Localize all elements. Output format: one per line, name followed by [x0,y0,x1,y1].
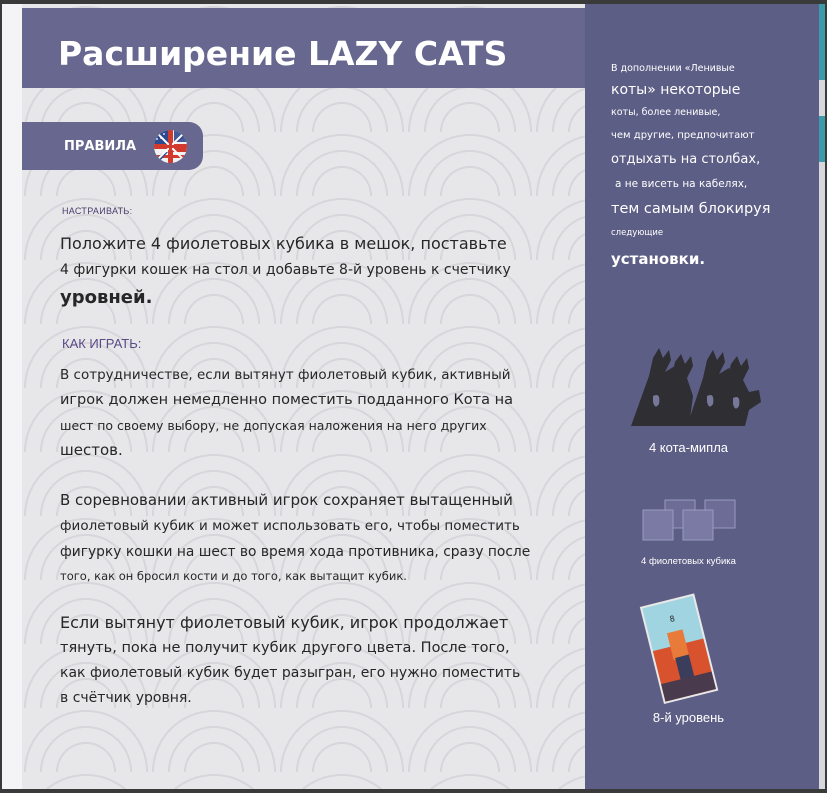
cat-meeples-icon [609,336,769,436]
setup-line: Положите 4 фиолетовых кубика в мешок, поставьте [60,234,507,253]
component-label: 8-й уровень [652,710,725,725]
cooperative-paragraph [60,363,590,462]
how-to-play-heading: КАК ИГРАТЬ: [62,336,142,351]
paragraph-line: шест по своему выбору, не допуская наложения на него других [60,418,487,433]
sidebar-line: коты» некоторые [611,82,741,98]
paragraph-line: игрок должен немедленно поместить подданного Кота на [60,392,513,408]
component-purple-cubes [585,496,792,567]
setup-text [60,230,580,313]
setup-line: 4 фигурки кошек на стол и добавьте 8-й уровень к счетчику [60,262,511,278]
uk-us-flag-icon [154,130,187,163]
sidebar-line: В дополнении «Ленивые [611,63,735,74]
paragraph-line: В сотрудничестве, если вытянут фиолетовый кубик, активный [60,367,511,383]
sidebar-line: чем другие, предпочитают [611,130,755,141]
paragraph-line: как фиолетовый кубик будет разыгран, его нужно поместить [60,665,521,681]
rules-tab [22,122,203,170]
paragraph-line: фиолетовый кубик и может использовать его, чтобы поместить [60,518,520,534]
paragraph-line: Если вытянут фиолетовый кубик, игрок продолжает [60,613,509,632]
sidebar-line: отдыхать на столбах, [611,152,761,167]
adjacent-page-edge [792,4,825,789]
setup-heading: НАСТРАИВАТЬ: [62,206,133,216]
level-8-tile-icon [637,592,727,704]
sidebar-line: следующие [611,228,664,238]
title-banner [22,8,585,88]
paragraph-line: в счётчик уровня. [60,690,192,706]
paragraph-line: В соревновании активный игрок сохраняет вытащенный [60,491,513,509]
rules-tab-label: ПРАВИЛА [64,139,137,154]
component-label: 4 кота-мипла [648,440,729,455]
sidebar-line: а не висеть на кабелях, [615,178,748,190]
component-cat-meeples [585,336,792,455]
sidebar-intro [611,60,791,274]
paragraph-line: фигурку кошки на шест во время хода противника, сразу после [60,544,531,560]
teal-edge-marker [819,4,825,80]
sidebar-line: установки. [611,250,706,268]
paragraph-line: тянуть, пока не получит кубик другого цвета. После того, [60,640,510,656]
purple-cubes-icon [639,496,739,542]
components-sidebar [585,4,792,789]
competitive-paragraph [60,487,590,587]
setup-line: уровней. [60,287,153,308]
page-title: Расширение LAZY CATS [58,34,508,73]
paragraph-line: шестов. [60,441,123,459]
sidebar-line: коты, более ленивые, [611,107,721,118]
teal-edge-marker [819,116,825,162]
rules-page [22,4,585,789]
component-label: 4 фиолетовых кубика [641,556,736,567]
sidebar-line: тем самым блокируя [611,201,771,217]
paragraph-line: того, как он бросил кости и до того, как вытащит кубик. [60,569,407,583]
continue-drawing-paragraph [60,610,590,711]
svg-text:8: 8 [668,614,676,624]
component-level-8 [585,592,792,725]
